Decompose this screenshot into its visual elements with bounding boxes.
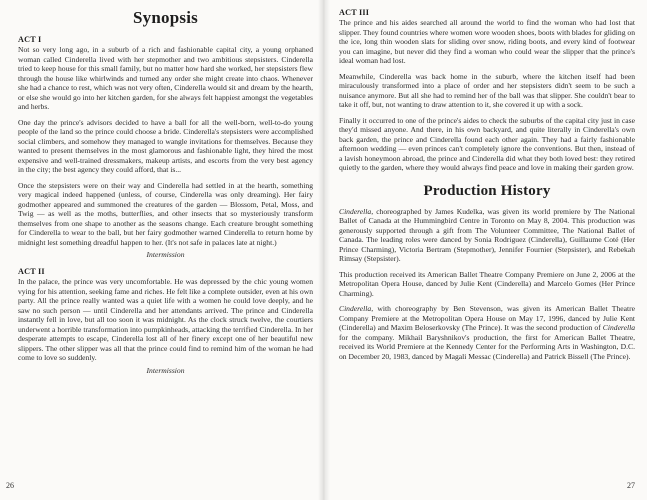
production-paragraph-1-text: , choreographed by James Kudelka, was given its world premiere by The National Ballet of Canada at the Hummingbird Centre in Toronto on May 8, 2004. This production was generously supported through a gift from The Volunteer Committee, The National Ballet of Canada. The leading roles were danced by Sonia Rodriguez (Cinderella), Guillaume Coté (Her Prince Charming), Victoria Bertram (Stepmother), Jennifer Fournier (Stepsister), and Rebekah Rimsay (Stepsister). xyxy=(339,206,635,263)
page-number-right: 27 xyxy=(627,481,635,490)
production-work-title-3: Cinderella xyxy=(602,323,635,332)
act-1-heading: ACT I xyxy=(18,35,42,44)
production-paragraph-3-text-a: , with choreography by Ben Stevenson, was given its American Ballet Theatre Company Premiere at the Metropolitan Opera House on May 17, 1996, danced by Julie Kent (Cinderella) and Maxim Beloserkovsky (The Prince). It was the second production of xyxy=(339,304,635,332)
act-2-heading: ACT II xyxy=(18,267,45,276)
act-3-heading: ACT III xyxy=(339,8,370,17)
act-3-paragraph-1: The prince and his aides searched all around the world to find the woman who had lost that slipper. They found countries where women wore wooden shoes, boots with blades for gliding on the ice, long thin wooden slats for sliding over snow, riding boots, and every kind of footwear you can imagine, but never did they find a woman who could wear the slipper that the prince's ideal woman had lost. xyxy=(339,18,635,65)
right-page xyxy=(323,0,647,500)
left-page xyxy=(0,0,323,500)
production-history-title: Production History xyxy=(423,182,551,199)
act-1-paragraph-1: Not so very long ago, in a suburb of a rich and fashionable capital city, a young orphaned woman called Cinderella lived with her stepmother and two ambitious stepsisters. Cinderella tried to keep house for this small family, but no matter how hard she worked, her stepsisters flew through the house like whirlwinds and turned any order she might create into chaos. Whenever she had a chance to rest, which was not very often, Cinderella would sit and dream by the hearth, or else she would go into her kitchen garden, for she always felt happiest amongst the vegetables and herbs. xyxy=(18,45,314,111)
synopsis-title: Synopsis xyxy=(133,8,198,27)
act-3-paragraph-3: Finally it occurred to one of the prince's aides to check the suburbs of the capital city just in case they'd missed anyone. And there, in his own backyard, and quite literally in Cinderella's own back garden, the prince and Cinderella found each other again. They had a fairly fashionable afternoon wedding — even princes can't completely ignore the conventions. But then, instead of a lavish honeymoon abroad, the prince and Cinderella did what they both loved best: they retired quietly to the garden, where they would always find peace and love in making their garden grow. xyxy=(339,115,635,172)
act-3-paragraph-2: Meanwhile, Cinderella was back home in the suburb, where the kitchen itself had been miraculously transformed into a place of order and her stepsisters didn't seem to be such a nuisance anymore. But all she had to remind her of the ball was that slipper. She couldn't bear to take it off, but, not wanting to draw attention to it, she covered it up with a sock. xyxy=(339,71,635,109)
production-work-title-2: Cinderella xyxy=(339,304,372,313)
production-paragraph-2: This production received its American Ballet Theatre Company Premiere on June 2, 2006 at the Metropolitan Opera House, danced by Julie Kent (Cinderella) and Marcelo Gomes (Her Prince Charming). xyxy=(339,269,635,298)
production-work-title-1: Cinderella xyxy=(339,206,372,216)
act-2-paragraph-1: In the palace, the prince was very uncomfortable. He was depressed by the chic young women vying for his attention, seeking fame and riches. He felt like a complete outsider, even at his own party. All the prince really wanted was a quiet life with a women he could love deeply, and he saw no such person — until Cinderella and her attendants arrived. The prince and Cinderella instantly fell in love, but all too soon it was midnight. As the clock struck twelve, the courtiers underwent a horrible transformation into pumpkinheads, attacking the terrified Cinderella. In her desperate attempts to escape, Cinderella lost all of her finery except one of her beautiful new slippers. The other slipper was all that the prince could find to remind him of the woman he had come to love so suddenly. xyxy=(18,277,313,362)
intermission-2: Intermission xyxy=(146,365,185,375)
act-1-paragraph-3: Once the stepsisters were on their way and Cinderella had settled in at the hearth, something very magical indeed happened (unless, of course, Cinderella was only dreaming). Her fairy godmother appeared and summoned the creatures of the garden — Blossom, Petal, Moss, and Twig — as well as the moths, butterflies, and other insects that so mysteriously transform themselves from one shape to another as the seasons change. Each creature brought something for Cinderella to wear to the ball, but her fairy godmother warned Cinderella to return home by midnight lest something dreadful happen to her. (It's not safe in palaces late at night.) xyxy=(18,180,313,247)
production-paragraph-3-text-b: for the company. Mikhail Baryshnikov's production, the first for American Ballet Theatre, received its World Premiere at the Kennedy Center for the Performing Arts in Washington, D.C. on December 20, 1983, danced by Magali Messac (Cinderella) and Patrick Bissell (The Prince). xyxy=(339,332,635,361)
page-number-left: 26 xyxy=(6,481,14,490)
act-1-paragraph-2: One day the prince's advisors decided to have a ball for all the well-born, well-to-do young people of the land so the prince could choose a bride. Cinderella's stepsisters were accomplished social climbers, and somehow they managed to wangle invitations for themselves. Because they wanted to present themselves in the most glamorous and fashionable light, they hired the most expensive and well-trained dressmakers, makeup artists, and escorts from the very best agency in the city; the best agency they could afford, that is... xyxy=(18,117,313,174)
production-paragraph-3 xyxy=(339,304,635,361)
intermission-1: Intermission xyxy=(146,250,185,259)
production-paragraph-1 xyxy=(339,207,635,264)
